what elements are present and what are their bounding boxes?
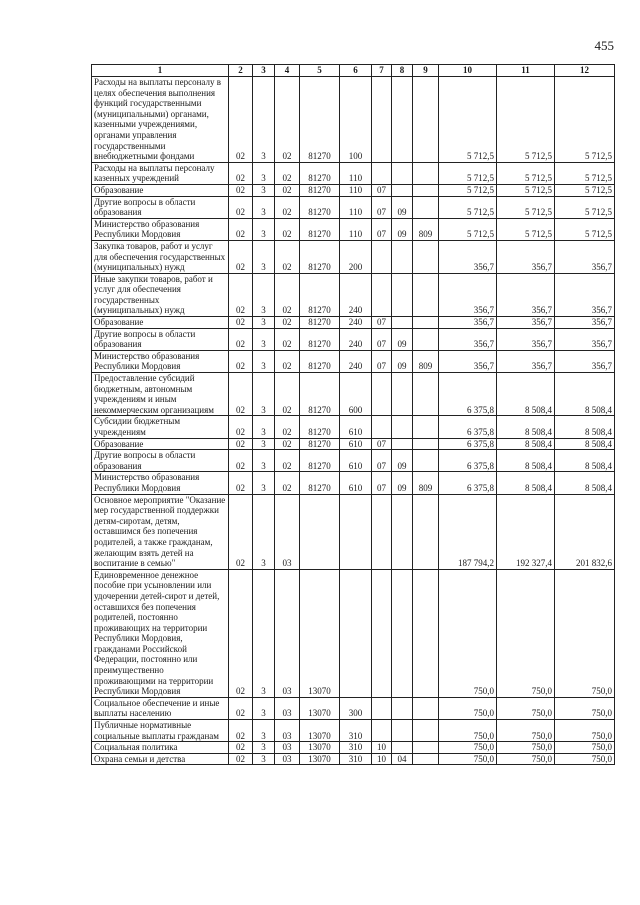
code-cell: 07 (372, 350, 392, 372)
code-cell (372, 77, 392, 163)
amount-cell: 6 375,8 (439, 373, 497, 416)
code-cell: 809 (413, 218, 439, 240)
code-cell: 240 (340, 273, 372, 316)
amount-cell: 750,0 (439, 753, 497, 765)
amount-cell: 356,7 (439, 273, 497, 316)
code-cell (392, 438, 413, 450)
code-cell: 07 (372, 317, 392, 329)
code-cell: 3 (253, 373, 275, 416)
code-cell (392, 184, 413, 196)
code-cell (413, 697, 439, 719)
code-cell (372, 720, 392, 742)
code-cell: 02 (229, 569, 253, 697)
amount-cell: 750,0 (555, 742, 615, 754)
column-header: 2 (229, 65, 253, 77)
code-cell: 02 (229, 273, 253, 316)
row-label-cell: Министерство образования Республики Мордовия (92, 218, 229, 240)
amount-cell: 5 712,5 (555, 184, 615, 196)
amount-cell: 5 712,5 (497, 184, 555, 196)
amount-cell: 8 508,4 (555, 472, 615, 494)
code-cell: 02 (229, 450, 253, 472)
code-cell: 03 (275, 494, 300, 569)
code-cell: 02 (229, 317, 253, 329)
code-cell (413, 184, 439, 196)
code-cell: 02 (229, 416, 253, 438)
table-row (92, 742, 615, 754)
code-cell: 02 (229, 196, 253, 218)
code-cell: 809 (413, 350, 439, 372)
amount-cell: 6 375,8 (439, 450, 497, 472)
amount-cell: 356,7 (439, 317, 497, 329)
code-cell: 3 (253, 742, 275, 754)
code-cell (392, 416, 413, 438)
code-cell: 610 (340, 472, 372, 494)
code-cell: 02 (275, 350, 300, 372)
code-cell (392, 697, 413, 719)
table-row (92, 196, 615, 218)
code-cell: 81270 (300, 77, 340, 163)
table-row (92, 450, 615, 472)
code-cell: 3 (253, 328, 275, 350)
row-label-cell: Другие вопросы в области образования (92, 328, 229, 350)
code-cell (413, 438, 439, 450)
table-row (92, 472, 615, 494)
code-cell: 02 (275, 416, 300, 438)
amount-cell: 750,0 (439, 742, 497, 754)
amount-cell: 750,0 (497, 697, 555, 719)
amount-cell: 750,0 (555, 720, 615, 742)
code-cell: 13070 (300, 569, 340, 697)
column-header: 8 (392, 65, 413, 77)
code-cell: 02 (275, 438, 300, 450)
code-cell: 81270 (300, 373, 340, 416)
row-label-cell: Другие вопросы в области образования (92, 196, 229, 218)
code-cell (413, 317, 439, 329)
amount-cell: 5 712,5 (555, 162, 615, 184)
amount-cell: 750,0 (439, 569, 497, 697)
code-cell: 03 (275, 720, 300, 742)
code-cell (392, 273, 413, 316)
code-cell (300, 494, 340, 569)
code-cell: 110 (340, 196, 372, 218)
code-cell (413, 240, 439, 273)
amount-cell: 750,0 (497, 569, 555, 697)
code-cell: 02 (229, 697, 253, 719)
code-cell: 10 (372, 742, 392, 754)
column-header: 6 (340, 65, 372, 77)
code-cell: 81270 (300, 162, 340, 184)
amount-cell: 356,7 (497, 350, 555, 372)
table-row (92, 373, 615, 416)
code-cell: 3 (253, 720, 275, 742)
column-header: 10 (439, 65, 497, 77)
amount-cell: 356,7 (497, 273, 555, 316)
code-cell: 310 (340, 720, 372, 742)
amount-cell: 750,0 (555, 753, 615, 765)
code-cell: 02 (229, 753, 253, 765)
code-cell: 02 (275, 162, 300, 184)
code-cell (392, 742, 413, 754)
code-cell (413, 753, 439, 765)
code-cell: 240 (340, 328, 372, 350)
column-header: 12 (555, 65, 615, 77)
amount-cell: 356,7 (439, 328, 497, 350)
code-cell (413, 273, 439, 316)
code-cell: 02 (275, 472, 300, 494)
code-cell (413, 450, 439, 472)
code-cell: 02 (229, 240, 253, 273)
amount-cell: 8 508,4 (555, 438, 615, 450)
code-cell: 610 (340, 450, 372, 472)
code-cell: 02 (275, 273, 300, 316)
code-cell (413, 373, 439, 416)
code-cell (372, 240, 392, 273)
table-row (92, 350, 615, 372)
code-cell: 02 (229, 328, 253, 350)
amount-cell: 8 508,4 (555, 416, 615, 438)
code-cell (392, 494, 413, 569)
row-label-cell: Образование (92, 184, 229, 196)
amount-cell: 5 712,5 (497, 77, 555, 163)
code-cell: 02 (275, 450, 300, 472)
amount-cell: 8 508,4 (497, 373, 555, 416)
code-cell: 3 (253, 697, 275, 719)
code-cell (392, 162, 413, 184)
code-cell: 81270 (300, 196, 340, 218)
row-label-cell: Социальная политика (92, 742, 229, 754)
code-cell: 809 (413, 472, 439, 494)
code-cell: 02 (275, 218, 300, 240)
amount-cell: 8 508,4 (497, 450, 555, 472)
code-cell: 02 (275, 240, 300, 273)
code-cell: 13070 (300, 697, 340, 719)
code-cell (413, 742, 439, 754)
code-cell: 02 (229, 720, 253, 742)
amount-cell: 356,7 (555, 317, 615, 329)
code-cell: 02 (229, 162, 253, 184)
row-label-cell: Иные закупки товаров, работ и услуг для обеспечения государственных (муниципальных) нужд (92, 273, 229, 316)
amount-cell: 750,0 (497, 742, 555, 754)
code-cell: 3 (253, 494, 275, 569)
column-header: 11 (497, 65, 555, 77)
code-cell (372, 494, 392, 569)
code-cell: 02 (229, 742, 253, 754)
amount-cell: 356,7 (439, 240, 497, 273)
code-cell (413, 196, 439, 218)
code-cell: 02 (229, 218, 253, 240)
code-cell: 3 (253, 438, 275, 450)
amount-cell: 8 508,4 (497, 472, 555, 494)
code-cell: 81270 (300, 472, 340, 494)
code-cell: 10 (372, 753, 392, 765)
amount-cell: 187 794,2 (439, 494, 497, 569)
code-cell: 300 (340, 697, 372, 719)
code-cell: 81270 (300, 218, 340, 240)
code-cell: 02 (275, 77, 300, 163)
amount-cell: 5 712,5 (439, 77, 497, 163)
amount-cell: 356,7 (497, 317, 555, 329)
code-cell: 09 (392, 328, 413, 350)
code-cell: 09 (392, 218, 413, 240)
code-cell: 07 (372, 472, 392, 494)
code-cell: 110 (340, 218, 372, 240)
amount-cell: 8 508,4 (555, 373, 615, 416)
table-row (92, 494, 615, 569)
code-cell: 07 (372, 450, 392, 472)
row-label-cell: Расходы на выплаты персоналу в целях обеспечения выполнения функций государственными (муниципальными) органами, казенными учреждениями, органами управления государственными внебюджетными фондами (92, 77, 229, 163)
code-cell (413, 77, 439, 163)
table-row (92, 218, 615, 240)
code-cell: 07 (372, 196, 392, 218)
page-number: 455 (594, 38, 614, 53)
amount-cell: 356,7 (555, 273, 615, 316)
table-row (92, 753, 615, 765)
code-cell: 02 (229, 438, 253, 450)
amount-cell: 356,7 (439, 350, 497, 372)
amount-cell: 356,7 (555, 328, 615, 350)
code-cell: 3 (253, 240, 275, 273)
code-cell: 09 (392, 450, 413, 472)
code-cell (372, 416, 392, 438)
code-cell (413, 494, 439, 569)
amount-cell: 6 375,8 (439, 472, 497, 494)
code-cell: 81270 (300, 438, 340, 450)
code-cell: 81270 (300, 328, 340, 350)
code-cell (413, 569, 439, 697)
code-cell: 02 (229, 350, 253, 372)
code-cell: 81270 (300, 317, 340, 329)
code-cell: 02 (275, 373, 300, 416)
row-label-cell: Образование (92, 438, 229, 450)
code-cell: 02 (229, 77, 253, 163)
row-label-cell: Закупка товаров, работ и услуг для обеспечения государственных (муниципальных) нужд (92, 240, 229, 273)
code-cell: 610 (340, 438, 372, 450)
code-cell: 3 (253, 753, 275, 765)
row-label-cell: Другие вопросы в области образования (92, 450, 229, 472)
amount-cell: 8 508,4 (555, 450, 615, 472)
amount-cell: 5 712,5 (555, 77, 615, 163)
code-cell (392, 720, 413, 742)
table-row (92, 328, 615, 350)
code-cell: 07 (372, 184, 392, 196)
amount-cell: 6 375,8 (439, 438, 497, 450)
row-label-cell: Охрана семьи и детства (92, 753, 229, 765)
table-header (92, 65, 615, 77)
table-row (92, 162, 615, 184)
column-header: 9 (413, 65, 439, 77)
amount-cell: 5 712,5 (439, 196, 497, 218)
code-cell: 3 (253, 218, 275, 240)
code-cell: 81270 (300, 240, 340, 273)
budget-table (91, 64, 615, 765)
code-cell: 240 (340, 350, 372, 372)
row-label-cell: Министерство образования Республики Мордовия (92, 350, 229, 372)
code-cell: 09 (392, 472, 413, 494)
code-cell: 07 (372, 328, 392, 350)
amount-cell: 750,0 (555, 697, 615, 719)
amount-cell: 356,7 (555, 350, 615, 372)
table-row (92, 184, 615, 196)
code-cell: 03 (275, 697, 300, 719)
code-cell (413, 416, 439, 438)
code-cell: 200 (340, 240, 372, 273)
code-cell: 600 (340, 373, 372, 416)
column-header: 5 (300, 65, 340, 77)
code-cell (372, 273, 392, 316)
amount-cell: 356,7 (555, 240, 615, 273)
code-cell: 81270 (300, 273, 340, 316)
code-cell (340, 569, 372, 697)
table-row (92, 273, 615, 316)
amount-cell: 356,7 (497, 240, 555, 273)
code-cell (392, 569, 413, 697)
row-label-cell: Единовременное денежное пособие при усыновлении или удочерении детей-сирот и детей, оставшихся без попечения родителей, постоянно проживающих на территории Республики Мордовия, гражданами Российской Федерации, постоянно или преимущественно проживающими на территории Республики Мордовия (92, 569, 229, 697)
code-cell: 3 (253, 162, 275, 184)
code-cell: 310 (340, 753, 372, 765)
amount-cell: 5 712,5 (439, 184, 497, 196)
code-cell: 240 (340, 317, 372, 329)
table-body (92, 77, 615, 765)
amount-cell: 750,0 (497, 753, 555, 765)
header-row (92, 65, 615, 77)
code-cell: 81270 (300, 184, 340, 196)
table-row (92, 240, 615, 273)
column-header: 1 (92, 65, 229, 77)
code-cell: 610 (340, 416, 372, 438)
table-row (92, 697, 615, 719)
code-cell: 3 (253, 184, 275, 196)
column-header: 7 (372, 65, 392, 77)
code-cell (413, 162, 439, 184)
table-row (92, 317, 615, 329)
code-cell: 310 (340, 742, 372, 754)
code-cell: 3 (253, 569, 275, 697)
code-cell: 02 (275, 317, 300, 329)
amount-cell: 750,0 (439, 720, 497, 742)
amount-cell: 5 712,5 (439, 218, 497, 240)
column-header: 4 (275, 65, 300, 77)
row-label-cell: Предоставление субсидий бюджетным, автономным учреждениям и иным некоммерческим организациям (92, 373, 229, 416)
amount-cell: 5 712,5 (497, 162, 555, 184)
code-cell: 3 (253, 450, 275, 472)
row-label-cell: Образование (92, 317, 229, 329)
code-cell: 3 (253, 77, 275, 163)
code-cell: 13070 (300, 742, 340, 754)
code-cell: 04 (392, 753, 413, 765)
row-label-cell: Министерство образования Республики Мордовия (92, 472, 229, 494)
code-cell: 03 (275, 753, 300, 765)
code-cell: 02 (229, 184, 253, 196)
table-row (92, 416, 615, 438)
amount-cell: 5 712,5 (555, 196, 615, 218)
code-cell (413, 328, 439, 350)
code-cell: 81270 (300, 416, 340, 438)
code-cell: 100 (340, 77, 372, 163)
code-cell: 02 (275, 196, 300, 218)
table-row (92, 569, 615, 697)
amount-cell: 750,0 (555, 569, 615, 697)
amount-cell: 8 508,4 (497, 438, 555, 450)
code-cell: 3 (253, 472, 275, 494)
table-row (92, 77, 615, 163)
amount-cell: 5 712,5 (555, 218, 615, 240)
row-label-cell: Социальное обеспечение и иные выплаты населению (92, 697, 229, 719)
code-cell: 3 (253, 350, 275, 372)
row-label-cell: Расходы на выплаты персоналу казенных учреждений (92, 162, 229, 184)
code-cell (372, 162, 392, 184)
code-cell (392, 77, 413, 163)
code-cell (392, 373, 413, 416)
code-cell (372, 569, 392, 697)
amount-cell: 750,0 (439, 697, 497, 719)
amount-cell: 8 508,4 (497, 416, 555, 438)
column-header: 3 (253, 65, 275, 77)
code-cell: 110 (340, 184, 372, 196)
row-label-cell: Субсидии бюджетным учреждениям (92, 416, 229, 438)
code-cell: 02 (229, 472, 253, 494)
amount-cell: 750,0 (497, 720, 555, 742)
amount-cell: 5 712,5 (497, 218, 555, 240)
code-cell (392, 240, 413, 273)
table-row (92, 720, 615, 742)
code-cell: 3 (253, 416, 275, 438)
amount-cell: 192 327,4 (497, 494, 555, 569)
amount-cell: 356,7 (497, 328, 555, 350)
row-label-cell: Публичные нормативные социальные выплаты гражданам (92, 720, 229, 742)
code-cell: 81270 (300, 450, 340, 472)
code-cell: 09 (392, 350, 413, 372)
code-cell (392, 317, 413, 329)
amount-cell: 6 375,8 (439, 416, 497, 438)
amount-cell: 201 832,6 (555, 494, 615, 569)
code-cell (372, 697, 392, 719)
code-cell: 3 (253, 196, 275, 218)
code-cell: 02 (275, 184, 300, 196)
code-cell: 09 (392, 196, 413, 218)
code-cell: 03 (275, 742, 300, 754)
code-cell: 07 (372, 218, 392, 240)
amount-cell: 5 712,5 (497, 196, 555, 218)
code-cell: 3 (253, 273, 275, 316)
code-cell: 07 (372, 438, 392, 450)
code-cell (340, 494, 372, 569)
code-cell: 02 (229, 494, 253, 569)
row-label-cell: Основное мероприятие "Оказание мер государственной поддержки детям-сиротам, детям, оставшимся без попечения родителей, а также гражданам, желающим взять детей на воспитание в семью" (92, 494, 229, 569)
amount-cell: 5 712,5 (439, 162, 497, 184)
code-cell (413, 720, 439, 742)
table-row (92, 438, 615, 450)
code-cell: 13070 (300, 720, 340, 742)
code-cell: 3 (253, 317, 275, 329)
code-cell: 02 (229, 373, 253, 416)
code-cell: 13070 (300, 753, 340, 765)
code-cell: 110 (340, 162, 372, 184)
code-cell (372, 373, 392, 416)
code-cell: 03 (275, 569, 300, 697)
code-cell: 02 (275, 328, 300, 350)
code-cell: 81270 (300, 350, 340, 372)
